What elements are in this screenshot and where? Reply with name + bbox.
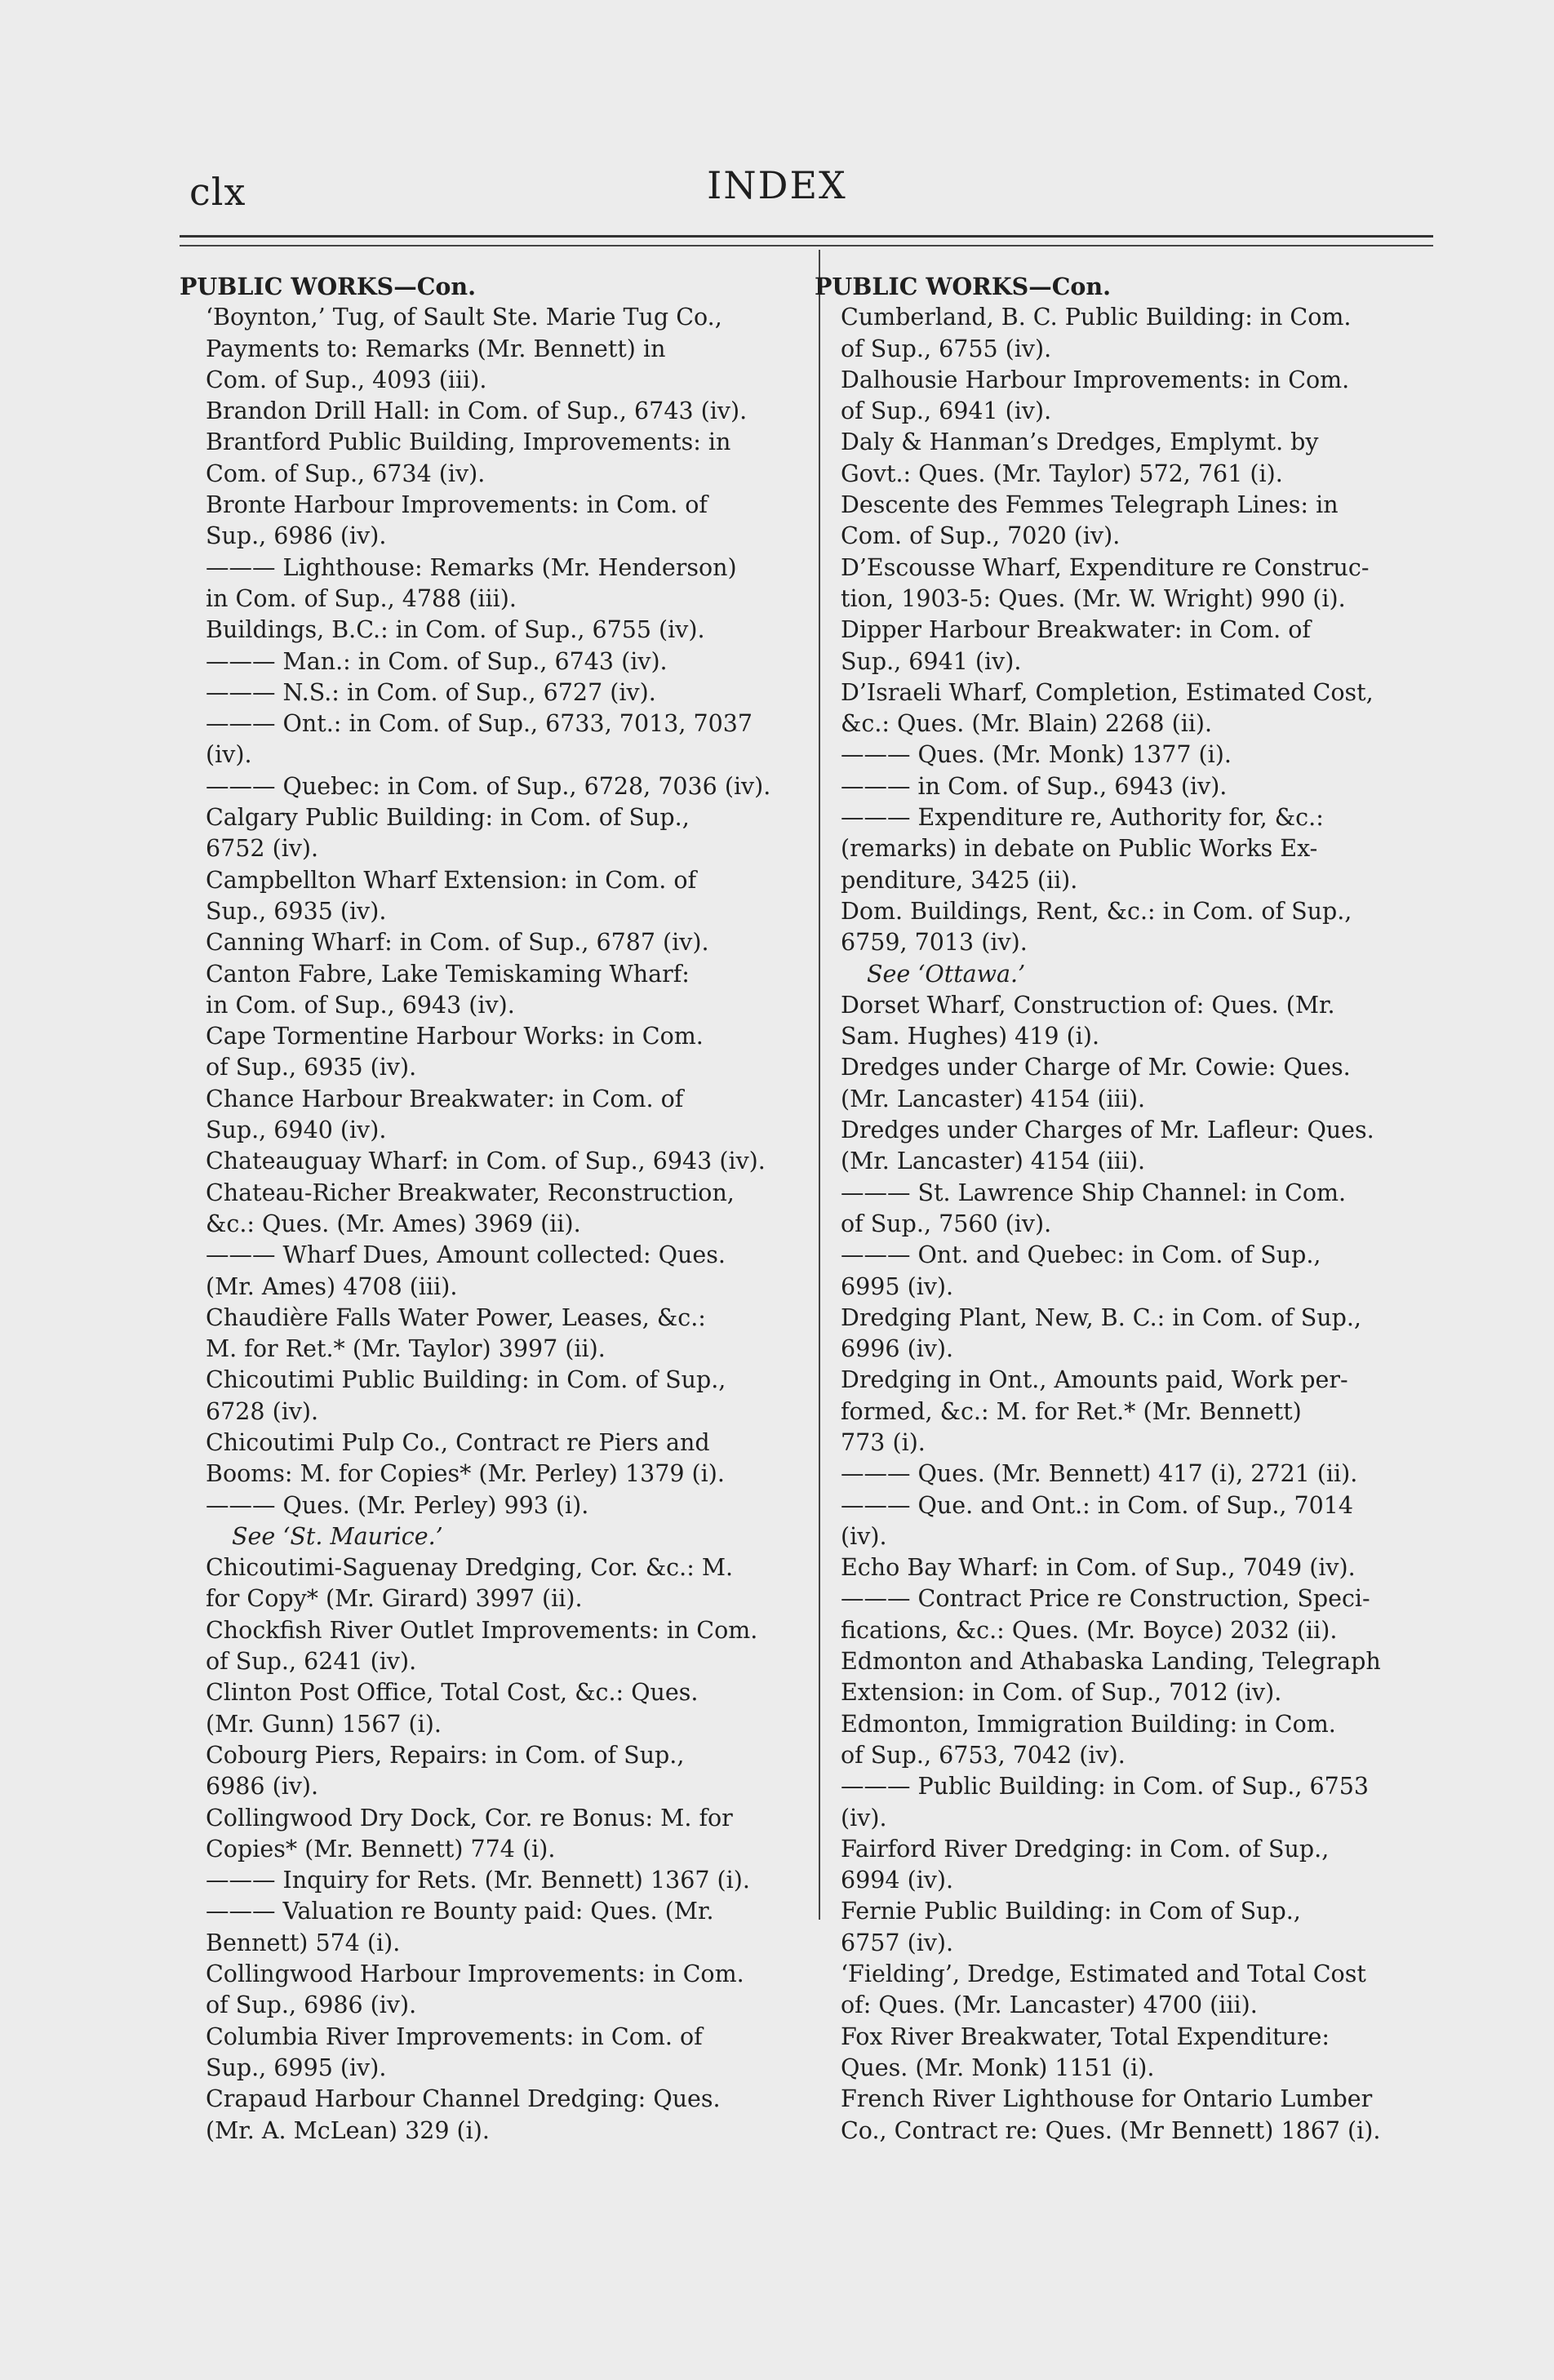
index-line: Cape Tormentine Harbour Works: in Com. — [206, 1023, 704, 1050]
index-line: Fernie Public Building: in Com of Sup., — [841, 1898, 1301, 1925]
index-line: Campbellton Wharf Extension: in Com. of — [206, 866, 697, 894]
index-line: French River Lighthouse for Ontario Lumber — [841, 2085, 1373, 2113]
section-heading: PUBLIC WORKS—Con. — [180, 273, 477, 300]
index-line: Sup., 6940 (iv). — [206, 1117, 387, 1144]
index-line: Payments to: Remarks (Mr. Bennett) in — [206, 335, 666, 362]
index-line: Columbia River Improvements: in Com. of — [206, 2023, 703, 2050]
index-line: Com. of Sup., 6734 (iv). — [206, 460, 486, 487]
index-line: ——— N.S.: in Com. of Sup., 6727 (iv). — [206, 678, 656, 706]
index-line: Collingwood Harbour Improvements: in Com. — [206, 1960, 744, 1988]
index-line: &c.: Ques. (Mr. Blain) 2268 (ii). — [841, 710, 1213, 738]
index-line: formed, &c.: M. for Ret.* (Mr. Bennett) — [841, 1397, 1302, 1425]
index-line: ‘Fielding’, Dredge, Estimated and Total Cost — [841, 1960, 1366, 1988]
header-rule-top — [180, 235, 1433, 238]
index-line: (iv). — [841, 1804, 887, 1832]
index-line: Canton Fabre, Lake Temiskaming Wharf: — [206, 960, 690, 988]
index-line: Sup., 6986 (iv). — [206, 522, 387, 550]
index-line: Copies* (Mr. Bennett) 774 (i). — [206, 1835, 556, 1863]
index-line: Clinton Post Office, Total Cost, &c.: Ques. — [206, 1679, 699, 1707]
index-line: Sup., 6941 (iv). — [841, 647, 1022, 675]
index-line: 6996 (iv). — [841, 1335, 954, 1363]
index-line: ——— St. Lawrence Ship Channel: in Com. — [841, 1179, 1347, 1206]
index-line: ——— Public Building: in Com. of Sup., 6753 — [841, 1773, 1369, 1801]
index-line: ——— Ques. (Mr. Bennett) 417 (i), 2721 (ii). — [841, 1460, 1358, 1488]
header-rule-bottom — [180, 245, 1433, 246]
index-line: Chaudière Falls Water Power, Leases, &c.: — [206, 1303, 706, 1331]
index-line: (Mr. Lancaster) 4154 (iii). — [841, 1148, 1146, 1175]
cross-reference: See ‘St. Maurice.’ — [232, 1522, 443, 1550]
index-line: (remarks) in debate on Public Works Ex- — [841, 835, 1318, 863]
index-line: Brandon Drill Hall: in Com. of Sup., 6743 (iv). — [206, 397, 748, 425]
index-line: of Sup., 6986 (iv). — [206, 1991, 417, 2019]
page-number: clx — [189, 170, 246, 214]
index-line: Chateau-Richer Breakwater, Reconstruction, — [206, 1179, 735, 1206]
index-line: Com. of Sup., 4093 (iii). — [206, 366, 487, 393]
index-line: D’Israeli Wharf, Completion, Estimated Cost, — [841, 678, 1374, 706]
index-line: Com. of Sup., 7020 (iv). — [841, 522, 1121, 550]
index-line: Sup., 6995 (iv). — [206, 2054, 387, 2081]
index-line: Chance Harbour Breakwater: in Com. of — [206, 1085, 684, 1112]
index-line: Sam. Hughes) 419 (i). — [841, 1023, 1100, 1050]
index-line: Edmonton, Immigration Building: in Com. — [841, 1710, 1336, 1738]
index-line: Crapaud Harbour Channel Dredging: Ques. — [206, 2085, 721, 2113]
right-column — [815, 271, 1459, 2147]
index-line: D’Escousse Wharf, Expenditure re Construc- — [841, 553, 1370, 581]
index-line: Sup., 6935 (iv). — [206, 897, 387, 925]
index-line: ——— Man.: in Com. of Sup., 6743 (iv). — [206, 647, 668, 675]
index-line: ——— Contract Price re Construction, Speci- — [841, 1585, 1370, 1613]
cross-reference: See ‘Ottawa.’ — [867, 960, 1026, 988]
index-line: (iv). — [841, 1522, 887, 1550]
index-line: penditure, 3425 (ii). — [841, 866, 1078, 894]
index-line: Govt.: Ques. (Mr. Taylor) 572, 761 (i). — [841, 460, 1283, 487]
index-line: 6759, 7013 (iv). — [841, 929, 1028, 957]
index-line: Buildings, B.C.: in Com. of Sup., 6755 (iv). — [206, 616, 705, 644]
left-column — [180, 271, 808, 2147]
index-line: of Sup., 6935 (iv). — [206, 1054, 417, 1081]
index-line: ——— Expenditure re, Authority for, &c.: — [841, 804, 1324, 832]
index-line: Chicoutimi Public Building: in Com. of Sup., — [206, 1366, 726, 1394]
index-line: Ques. (Mr. Monk) 1151 (i). — [841, 2054, 1155, 2081]
index-line: ——— Wharf Dues, Amount collected: Ques. — [206, 1241, 726, 1269]
index-line: Echo Bay Wharf: in Com. of Sup., 7049 (iv). — [841, 1554, 1356, 1582]
index-line: (Mr. Ames) 4708 (iii). — [206, 1272, 458, 1300]
index-line: fications, &c.: Ques. (Mr. Boyce) 2032 (ii). — [841, 1616, 1338, 1644]
index-line: Fox River Breakwater, Total Expenditure: — [841, 2023, 1330, 2050]
index-line: Dredges under Charges of Mr. Lafleur: Ques. — [841, 1117, 1374, 1144]
index-line: Edmonton and Athabaska Landing, Telegraph — [841, 1648, 1381, 1676]
index-line: tion, 1903-5: Ques. (Mr. W. Wright) 990 (i). — [841, 584, 1346, 612]
index-line: Descente des Femmes Telegraph Lines: in — [841, 491, 1339, 519]
index-line: of Sup., 6755 (iv). — [841, 335, 1052, 362]
index-line: 6728 (iv). — [206, 1397, 319, 1425]
index-line: Bronte Harbour Improvements: in Com. of — [206, 491, 708, 519]
index-line: Calgary Public Building: in Com. of Sup., — [206, 804, 690, 832]
index-line: of Sup., 6941 (iv). — [841, 397, 1052, 425]
index-line: Extension: in Com. of Sup., 7012 (iv). — [841, 1679, 1282, 1707]
index-line: Brantford Public Building, Improvements: in — [206, 428, 731, 456]
index-line: 6994 (iv). — [841, 1867, 954, 1894]
index-line: ‘Boynton,’ Tug, of Sault Ste. Marie Tug Co., — [206, 304, 722, 331]
page-title: INDEX — [707, 163, 847, 207]
index-line: Dipper Harbour Breakwater: in Com. of — [841, 616, 1311, 644]
index-line: Co., Contract re: Ques. (Mr Bennett) 1867 (i). — [841, 2116, 1381, 2144]
index-line: Dalhousie Harbour Improvements: in Com. — [841, 366, 1350, 393]
index-line: Booms: M. for Copies* (Mr. Perley) 1379 (i). — [206, 1460, 725, 1488]
index-line: of: Ques. (Mr. Lancaster) 4700 (iii). — [841, 1991, 1258, 2019]
index-line: of Sup., 6753, 7042 (iv). — [841, 1741, 1126, 1769]
index-line: for Copy* (Mr. Girard) 3997 (ii). — [206, 1585, 583, 1613]
index-line: Dredging Plant, New, B. C.: in Com. of Sup., — [841, 1303, 1361, 1331]
index-line: Dom. Buildings, Rent, &c.: in Com. of Sup., — [841, 897, 1352, 925]
section-heading: PUBLIC WORKS—Con. — [815, 273, 1112, 300]
index-line: in Com. of Sup., 4788 (iii). — [206, 584, 517, 612]
index-line: Chicoutimi Pulp Co., Contract re Piers and — [206, 1428, 710, 1456]
index-line: Dredges under Charge of Mr. Cowie: Ques. — [841, 1054, 1351, 1081]
index-line: 6752 (iv). — [206, 835, 319, 863]
index-line: ——— Valuation re Bounty paid: Ques. (Mr. — [206, 1898, 714, 1925]
index-line: Dorset Wharf, Construction of: Ques. (Mr. — [841, 991, 1335, 1019]
index-line: 6757 (iv). — [841, 1929, 954, 1956]
index-line: of Sup., 6241 (iv). — [206, 1648, 417, 1676]
index-line: Cobourg Piers, Repairs: in Com. of Sup., — [206, 1741, 685, 1769]
index-line: Canning Wharf: in Com. of Sup., 6787 (iv). — [206, 929, 709, 957]
index-line: Chicoutimi-Saguenay Dredging, Cor. &c.: M. — [206, 1554, 734, 1582]
index-line: Dredging in Ont., Amounts paid, Work per- — [841, 1366, 1348, 1394]
index-line: Cumberland, B. C. Public Building: in Com. — [841, 304, 1352, 331]
index-line: (iv). — [206, 741, 252, 769]
index-line: 6986 (iv). — [206, 1773, 319, 1801]
index-line: ——— Inquiry for Rets. (Mr. Bennett) 1367 (i). — [206, 1867, 750, 1894]
index-line: (Mr. A. McLean) 329 (i). — [206, 2116, 490, 2144]
index-line: Chockfish River Outlet Improvements: in Com. — [206, 1616, 758, 1644]
index-line: 773 (i). — [841, 1428, 926, 1456]
index-line: ——— Ont. and Quebec: in Com. of Sup., — [841, 1241, 1321, 1269]
index-line: ——— in Com. of Sup., 6943 (iv). — [841, 772, 1228, 800]
index-line: in Com. of Sup., 6943 (iv). — [206, 991, 515, 1019]
index-line: &c.: Ques. (Mr. Ames) 3969 (ii). — [206, 1210, 581, 1237]
index-line: Collingwood Dry Dock, Cor. re Bonus: M. for — [206, 1804, 733, 1832]
index-line: Chateauguay Wharf: in Com. of Sup., 6943 (iv). — [206, 1148, 766, 1175]
index-line: ——— Quebec: in Com. of Sup., 6728, 7036 (iv). — [206, 772, 771, 800]
index-line: ——— Ques. (Mr. Perley) 993 (i). — [206, 1491, 589, 1519]
index-line: (Mr. Lancaster) 4154 (iii). — [841, 1085, 1146, 1112]
index-line: ——— Ont.: in Com. of Sup., 6733, 7013, 7037 — [206, 710, 753, 738]
index-line: ——— Ques. (Mr. Monk) 1377 (i). — [841, 741, 1232, 769]
index-line: ——— Que. and Ont.: in Com. of Sup., 7014 — [841, 1491, 1354, 1519]
index-line: 6995 (iv). — [841, 1272, 954, 1300]
index-line: ——— Lighthouse: Remarks (Mr. Henderson) — [206, 553, 737, 581]
index-line: Bennett) 574 (i). — [206, 1929, 401, 1956]
index-line: of Sup., 7560 (iv). — [841, 1210, 1052, 1237]
index-line: (Mr. Gunn) 1567 (i). — [206, 1710, 442, 1738]
index-line: Daly & Hanman’s Dredges, Emplymt. by — [841, 428, 1319, 456]
index-line: Fairford River Dredging: in Com. of Sup., — [841, 1835, 1330, 1863]
index-line: M. for Ret.* (Mr. Taylor) 3997 (ii). — [206, 1335, 606, 1363]
